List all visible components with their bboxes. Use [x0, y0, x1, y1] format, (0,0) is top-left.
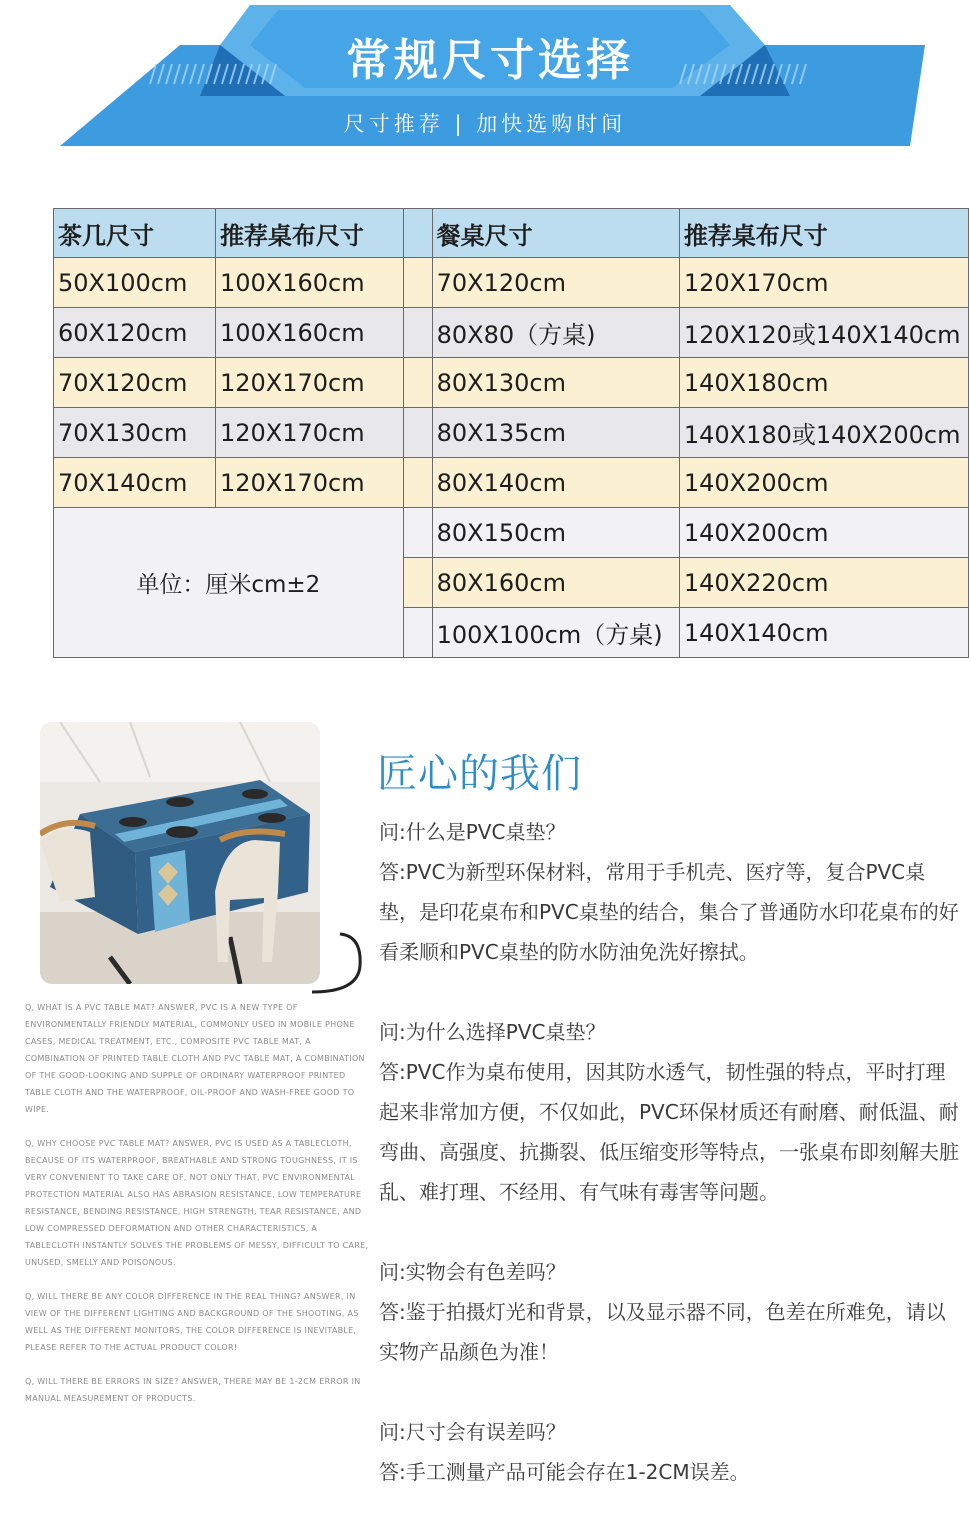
- table-cell: 100X160cm: [215, 258, 403, 308]
- table-cell: 70X130cm: [54, 408, 216, 458]
- table-cell: 140X200cm: [679, 508, 968, 558]
- table-row: [54, 258, 969, 308]
- english-faq-item: Q, WILL THERE BE ANY COLOR DIFFERENCE IN THE REAL THING? ANSWER, IN VIEW OF THE DIFFERENT LIGHTING AND BACKGROUND OF THE SHOOTING, AS WELL AS THE DIFFERENT MONITORS, THE COLOR DIFFERENCE IS INEVITABLE, PLEASE REFER TO THE ACTUAL PRODUCT COLOR!: [25, 1292, 359, 1352]
- table-separator-cell: [403, 458, 432, 508]
- table-cell: 140X180cm: [679, 358, 968, 408]
- table-row: [54, 308, 969, 358]
- header-separator: [403, 209, 432, 258]
- table-cell: 120X170cm: [215, 358, 403, 408]
- table-header-row: [54, 209, 969, 258]
- table-cell: 140X220cm: [679, 558, 968, 608]
- table-separator-cell: [403, 308, 432, 358]
- table-cell: 120X170cm: [215, 408, 403, 458]
- faq-answer: 答:PVC作为桌布使用，因其防水透气，韧性强的特点，平时打理起来非常加方便，不仅如此，PVC环保材质还有耐磨、耐低温、耐弯曲、高强度、抗撕裂、低压缩变形等特点，一张桌布即刻解夫脏乱、难打理、不经用、有气味有毒害等问题。: [379, 1060, 959, 1204]
- table-cell: 120X170cm: [679, 258, 968, 308]
- table-cell: 80X150cm: [432, 508, 679, 558]
- table-cell: 50X100cm: [54, 258, 216, 308]
- table-cell: 80X160cm: [432, 558, 679, 608]
- table-row: [54, 458, 969, 508]
- english-faq: [25, 999, 370, 1424]
- faq-answer: 答:手工测量产品可能会存在1-2CM误差。: [379, 1460, 750, 1484]
- faq-question: 问:尺寸会有误差吗？: [379, 1420, 566, 1444]
- table-cell: 120X170cm: [215, 458, 403, 508]
- table-separator-cell: [403, 358, 432, 408]
- faq-question: 问:实物会有色差吗？: [379, 1260, 566, 1284]
- table-cell: 100X100cm（方桌): [432, 608, 679, 658]
- table-cell: 100X160cm: [215, 308, 403, 358]
- unit-note: 单位：厘米cm±2: [54, 508, 404, 658]
- dining-table-illustration: [40, 722, 320, 984]
- english-faq-item: Q, WHY CHOOSE PVC TABLE MAT? ANSWER, PVC IS USED AS A TABLECLOTH, BECAUSE OF ITS WATERPROOF, BREATHABLE AND STRONG TOUGHNESS, IT IS VERY CONVENIENT TO TAKE CARE OF, NOT ONLY THAT, PVC ENVIRONMENTAL PROTECTION MATERIAL ALSO HAS ABRASION RESISTANCE, LOW TEMPERATURE RESISTANCE, BENDING RESISTANCE, HIGH STRENGTH, TEAR RESISTANCE, AND LOW COMPRESSED DEFORMATION AND OTHER CHARACTERISTICS, A TABLECLOTH INSTANTLY SOLVES THE PROBLEMS OF MESSY, DIFFICULT TO CARE, UNUSED, SMELLY AND POISONOUS.: [25, 1139, 369, 1267]
- table-row: [54, 508, 969, 558]
- table-separator-cell: [403, 258, 432, 308]
- table-cell: 120X120或140X140cm: [679, 308, 968, 358]
- english-faq-item: Q, WILL THERE BE ERRORS IN SIZE? ANSWER, THERE MAY BE 1-2CM ERROR IN MANUAL MEASUREMENT OF PRODUCTS.: [25, 1377, 361, 1403]
- table-cell: 80X135cm: [432, 408, 679, 458]
- table-cell: 80X80（方桌): [432, 308, 679, 358]
- table-cell: 140X200cm: [679, 458, 968, 508]
- table-separator-cell: [403, 408, 432, 458]
- faq-answer: 答:PVC为新型环保材料，常用于手机壳、医疗等，复合PVC桌垫，是印花桌布和PVC桌垫的结合，集合了普通防水印花桌布的好看柔顺和PVC桌垫的防水防油免洗好擦拭。: [379, 860, 959, 964]
- section-heading: 匠心的我们: [377, 751, 582, 797]
- faq-question: 问:什么是PVC桌垫？: [379, 820, 566, 844]
- product-photo: [40, 722, 320, 984]
- banner-title: 常规尺寸选择: [346, 35, 634, 86]
- table-separator-cell: [403, 508, 432, 558]
- table-row: [54, 358, 969, 408]
- english-faq-item: Q, WHAT IS A PVC TABLE MAT? ANSWER, PVC IS A NEW TYPE OF ENVIRONMENTALLY FRIENDLY MATERIAL, COMMONLY USED IN MOBILE PHONE CASES, MEDICAL TREATMENT, ETC., COMPOSITE PVC TABLE MAT, A COMBINATION OF PRINTED TABLE CLOTH AND PVC TABLE MAT, A COMBINATION OF THE GOOD-LOOKING AND SUPPLE OF ORDINARY WATERPROOF PRINTED TABLE CLOTH AND THE WATERPROOF, OIL-PROOF AND WASH-FREE GOOD TO WIPE.: [25, 1003, 365, 1114]
- banner-subtitle: 尺寸推荐 | 加快选购时间: [343, 112, 627, 136]
- header-coffee-table-size: 茶几尺寸: [54, 209, 216, 258]
- table-cell: 140X140cm: [679, 608, 968, 658]
- table-row: [54, 408, 969, 458]
- photo-corner-bracket: [310, 932, 364, 996]
- table-cell: 80X140cm: [432, 458, 679, 508]
- table-cell: 70X140cm: [54, 458, 216, 508]
- size-table: [53, 208, 969, 658]
- faq-question: 问:为什么选择PVC桌垫？: [379, 1020, 606, 1044]
- table-separator-cell: [403, 558, 432, 608]
- table-separator-cell: [403, 608, 432, 658]
- chinese-faq: [379, 812, 964, 1532]
- table-cell: 80X130cm: [432, 358, 679, 408]
- header-dining-table-size: 餐桌尺寸: [432, 209, 679, 258]
- banner: [0, 0, 969, 160]
- table-cell: 70X120cm: [432, 258, 679, 308]
- table-cell: 140X180或140X200cm: [679, 408, 968, 458]
- header-recommended-cloth: 推荐桌布尺寸: [679, 209, 968, 258]
- table-cell: 70X120cm: [54, 358, 216, 408]
- header-recommended-cloth: 推荐桌布尺寸: [215, 209, 403, 258]
- faq-answer: 答:鉴于拍摄灯光和背景，以及显示器不同，色差在所难免，请以实物产品颜色为准！: [379, 1300, 946, 1364]
- table-cell: 60X120cm: [54, 308, 216, 358]
